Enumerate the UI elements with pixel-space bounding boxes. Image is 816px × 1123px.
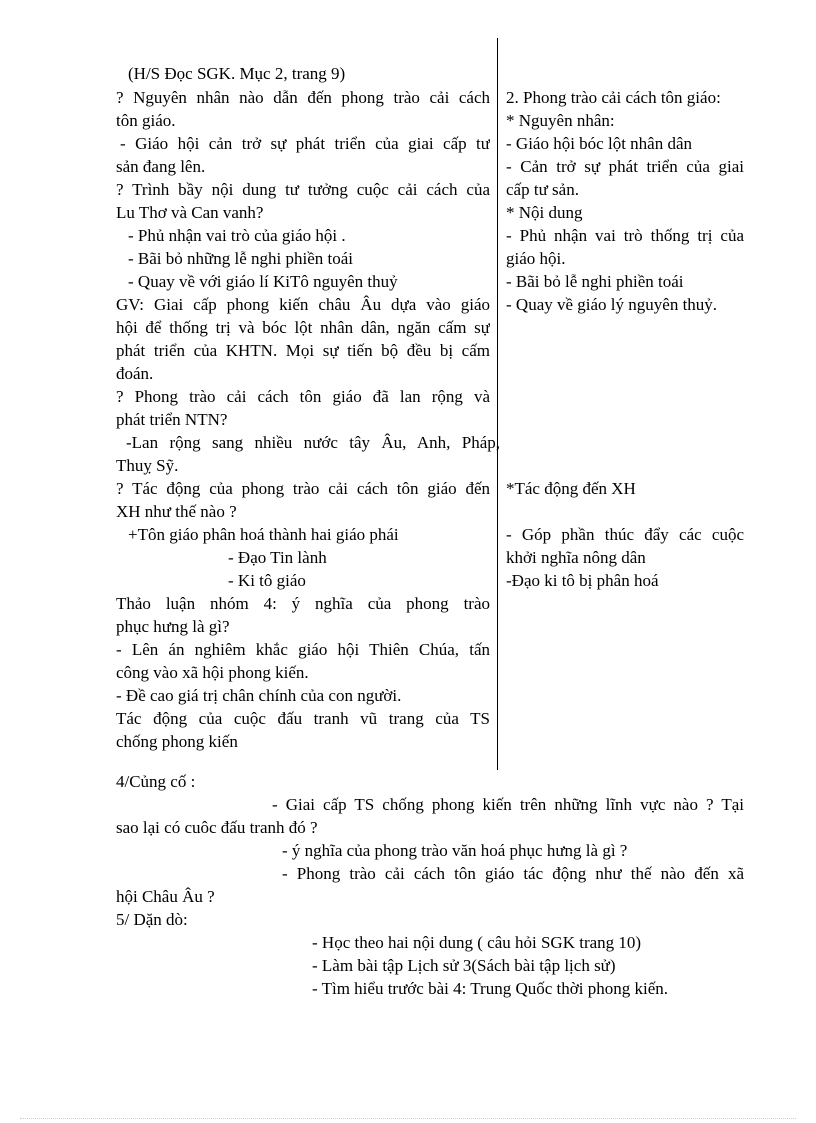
consolidation-question-2: - ý nghĩa của phong trào văn hoá phục hưng là gì ? xyxy=(282,841,628,860)
right-line-heading: 2. Phong trào cải cách tôn giáo: xyxy=(506,88,721,107)
right-line-item: khởi nghĩa nông dân xyxy=(506,548,646,567)
left-line-teacher-note: hội để thống trị và bóc lột nhân dân, ngăn cấm sự xyxy=(116,318,490,337)
right-line-item: -Đạo ki tô bị phân hoá xyxy=(506,571,659,590)
left-line-answer: sản đang lên. xyxy=(116,157,206,176)
homework-item: - Làm bài tập Lịch sử 3(Sách bài tập lịch sử) xyxy=(312,956,616,975)
right-line-subheading: * Nội dung xyxy=(506,203,583,222)
left-line-answer: +Tôn giáo phân hoá thành hai giáo phái xyxy=(128,525,399,544)
consolidation-question-3-cont: hội Châu Âu ? xyxy=(116,887,215,906)
left-line-subitem: - Đạo Tin lành xyxy=(228,548,327,567)
left-line-question: Lu Thơ và Can vanh? xyxy=(116,203,264,222)
left-line-teacher-note: phát triển của KHTN. Mọi sự tiến bộ đều bị cấm xyxy=(116,341,490,360)
consolidation-question-1-cont: sao lại có cuôc đấu tranh đó ? xyxy=(116,818,318,837)
column-divider xyxy=(497,38,498,770)
right-line-item: - Góp phần thúc đẩy các cuộc xyxy=(506,525,744,544)
left-line-teacher-note: đoán. xyxy=(116,364,154,383)
left-line-question: ? Tác động của phong trào cải cách tôn giáo đến xyxy=(116,479,490,498)
right-line-item: - Quay về giáo lý nguyên thuỷ. xyxy=(506,295,718,314)
left-line-question: ? Phong trào cải cách tôn giáo đã lan rộng và xyxy=(116,387,490,406)
left-line-instruction: (H/S Đọc SGK. Mục 2, trang 9) xyxy=(128,64,346,83)
left-line-question: XH như thế nào ? xyxy=(116,502,237,521)
right-line-item: giáo hội. xyxy=(506,249,566,268)
consolidation-question-1: - Giai cấp TS chống phong kiến trên những lĩnh vực nào ? Tại xyxy=(272,795,744,814)
right-line-item: cấp tư sản. xyxy=(506,180,579,199)
left-line-answer: Thuỵ Sỹ. xyxy=(116,456,179,475)
homework-item: - Tìm hiểu trước bài 4: Trung Quốc thời phong kiến. xyxy=(312,979,668,998)
left-line-note: chống phong kiến xyxy=(116,732,238,751)
page-footer-rule xyxy=(20,1118,796,1119)
left-line-question: ? Trình bầy nội dung tư tưởng cuộc cải cách của xyxy=(116,180,490,199)
left-line-answer: - Quay về với giáo lí KiTô nguyên thuỷ xyxy=(128,272,398,291)
right-line-item: - Cản trở sự phát triển của giai xyxy=(506,157,744,176)
left-line-subitem: - Ki tô giáo xyxy=(228,571,306,590)
left-line-discussion: phục hưng là gì? xyxy=(116,617,230,636)
consolidation-heading: 4/Củng cố : xyxy=(116,772,196,791)
left-line-answer: - Giáo hội cản trở sự phát triển của giai cấp tư xyxy=(120,134,490,153)
left-line-answer: công vào xã hội phong kiến. xyxy=(116,663,309,682)
right-line-subheading: *Tác động đến XH xyxy=(506,479,636,498)
left-line-question: phát triển NTN? xyxy=(116,410,228,429)
left-line-answer: - Phủ nhận vai trò của giáo hội . xyxy=(128,226,346,245)
left-line-answer: - Lên án nghiêm khắc giáo hội Thiên Chúa, tấn xyxy=(116,640,490,659)
right-line-item: - Giáo hội bóc lột nhân dân xyxy=(506,134,693,153)
left-line-answer: -Lan rộng sang nhiều nước tây Âu, Anh, Pháp, xyxy=(126,433,500,452)
left-line-discussion: Thảo luận nhóm 4: ý nghĩa của phong trào xyxy=(116,594,490,613)
homework-item: - Học theo hai nội dung ( câu hỏi SGK trang 10) xyxy=(312,933,642,952)
left-line-teacher-note: GV: Giai cấp phong kiến châu Âu dựa vào giáo xyxy=(116,295,490,314)
left-line-answer: - Đề cao giá trị chân chính của con người. xyxy=(116,686,402,705)
right-line-subheading: * Nguyên nhân: xyxy=(506,111,615,130)
right-line-item: - Phủ nhận vai trò thống trị của xyxy=(506,226,744,245)
right-line-item: - Bãi bỏ lễ nghi phiền toái xyxy=(506,272,684,291)
left-line-question: tôn giáo. xyxy=(116,111,176,130)
left-line-note: Tác động của cuộc đấu tranh vũ trang của TS xyxy=(116,709,490,728)
consolidation-question-3: - Phong trào cải cách tôn giáo tác động như thế nào đến xã xyxy=(282,864,744,883)
homework-heading: 5/ Dặn dò: xyxy=(116,910,188,929)
left-line-question: ? Nguyên nhân nào dẫn đến phong trào cải cách xyxy=(116,88,490,107)
left-line-answer: - Bãi bỏ những lễ nghi phiền toái xyxy=(128,249,353,268)
